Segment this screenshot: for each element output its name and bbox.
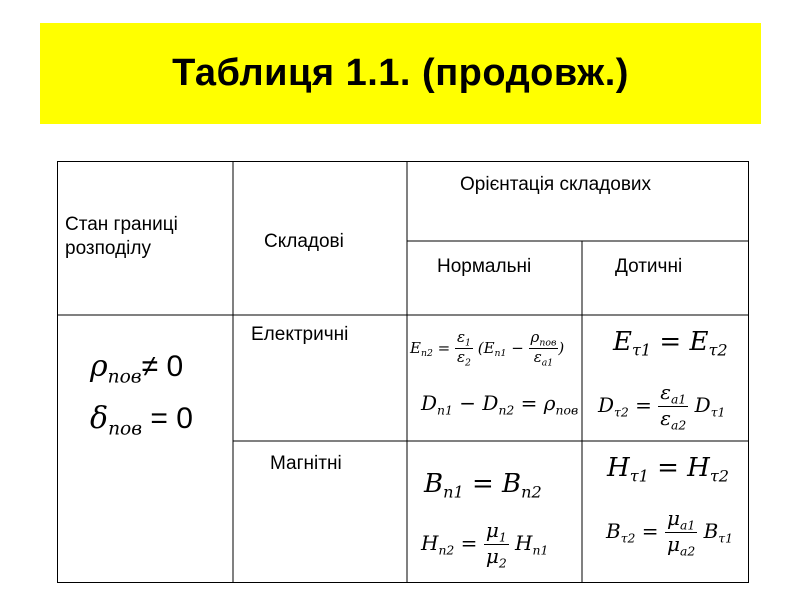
header-tangential: Дотичні (615, 256, 683, 277)
electric-normal-eq1: $E_{n2}$ = $\frac{\varepsilon_1}{\varepsilon_2}$ ($E_{n1}$ − $\frac{\rho_{пов}}{\varepsilon_{a1}}$ ) (410, 328, 565, 369)
electric-normal-eq2: $D_{n1} - D_{n2} = \rho_{пов}$ (421, 391, 579, 418)
header-normal: Нормальні (437, 256, 532, 277)
electric-tangential-eq2: $D_{\tau 2}$ = $\frac{\varepsilon_{a1}}{\varepsilon_{a2}}$ $D_{\tau 1}$ (598, 380, 726, 433)
row-component-electric: Електричні (251, 324, 349, 345)
boundary-conditions-table (57, 161, 749, 583)
row-component-magnetic: Магнітні (270, 453, 342, 474)
magnetic-tangential-eq2: $B_{\tau 2}$ = $\frac{\mu_{a1}}{\mu_{a2}}$ $B_{\tau 1}$ (606, 506, 734, 559)
state-condition-surface-charge: $\rho_{пов}\ne 0$ (90, 349, 184, 388)
page-title: Таблиця 1.1. (продовж.) (172, 52, 629, 94)
header-state: Стан границі розподілу (65, 214, 178, 259)
header-components: Складові (264, 231, 344, 252)
title-banner (40, 23, 761, 124)
state-condition-surface-current: $\delta_{пов} = 0$ (90, 401, 193, 440)
header-orientation: Орієнтація складових (460, 174, 652, 195)
magnetic-normal-eq2: $H_{n2}$ = $\frac{\mu_1}{\mu_2}$ $H_{n1}$ (421, 518, 549, 571)
magnetic-normal-eq1: $B_{n1} = B_{n2}$ (424, 469, 542, 502)
magnetic-tangential-eq1: $H_{\tau 1} = H_{\tau 2}$ (607, 453, 730, 486)
electric-tangential-eq1: $E_{\tau 1} = E_{\tau 2}$ (613, 327, 728, 360)
